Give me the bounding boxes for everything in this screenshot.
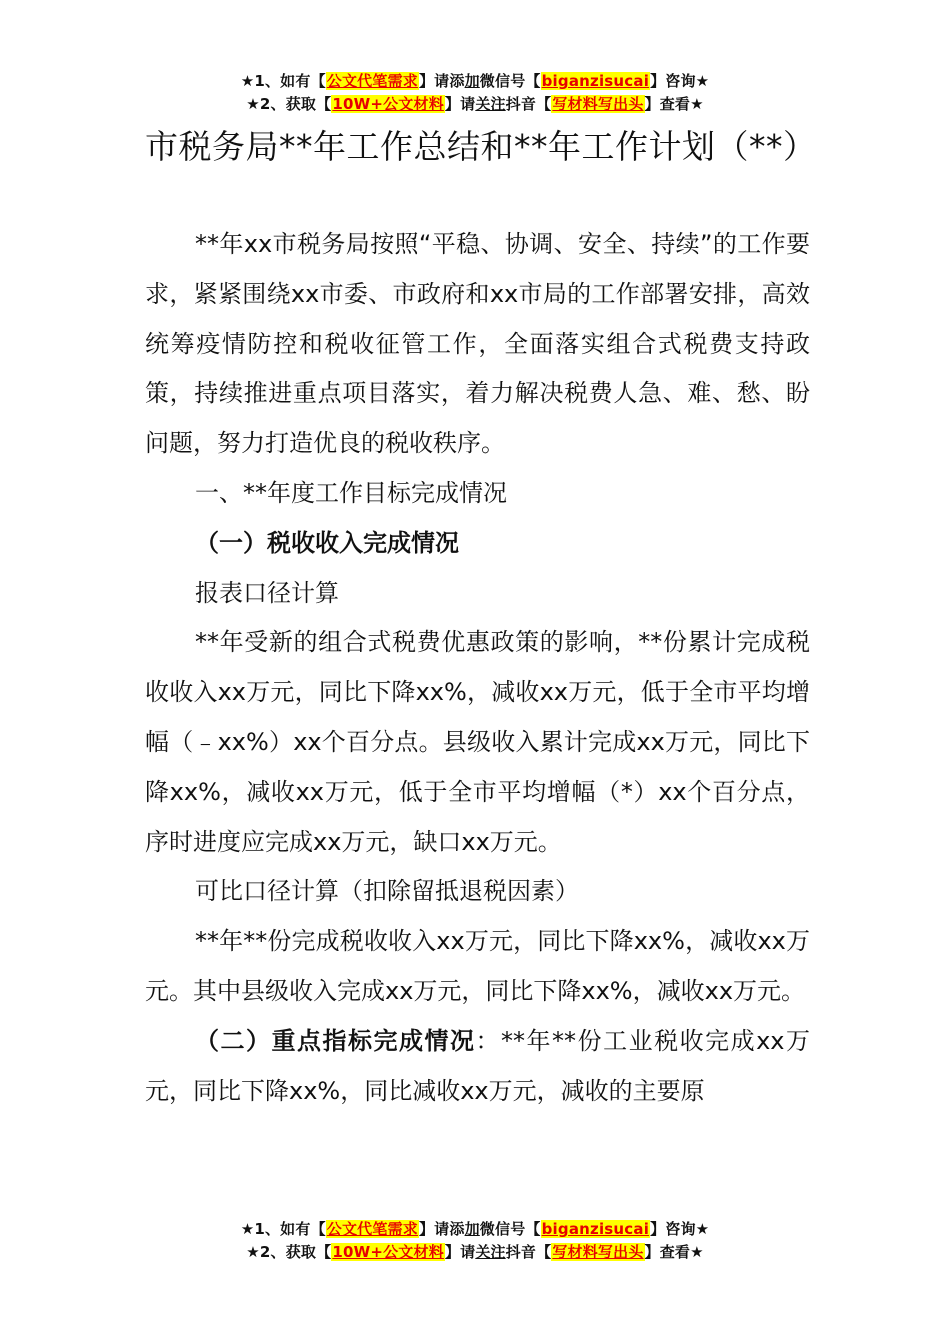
ghostwriting-highlight: 公文代笔需求 <box>326 72 418 90</box>
top-banner <box>0 70 950 116</box>
douyin-id-highlight: 写材料写出头 <box>552 95 644 113</box>
materials-highlight: 10W+公文材料 <box>332 1243 444 1261</box>
banner-line-2: ★2、获取【10W+公文材料】请关注抖音【写材料写出头】查看★ <box>246 95 704 113</box>
key-indicators-paragraph: （二）重点指标完成情况：**年**份工业税收完成xx万元，同比下降xx%，同比减收xx万元，减收的主要原 <box>145 1026 811 1105</box>
ghostwriting-highlight: 公文代笔需求 <box>326 1220 418 1238</box>
label-comparable-basis: 可比口径计算（扣除留抵退税因素） <box>195 877 579 906</box>
banner-line-2: ★2、获取【10W+公文材料】请关注抖音【写材料写出头】查看★ <box>246 1243 704 1261</box>
materials-highlight: 10W+公文材料 <box>332 95 444 113</box>
banner-line-1: ★1、如有【公文代笔需求】请添加微信号【biganzisucai】咨询★ <box>240 1220 710 1238</box>
comparable-basis-paragraph: **年**份完成税收收入xx万元，同比下降xx%，减收xx万元。其中县级收入完成xx万元，同比下降xx%，减收xx万元。 <box>145 927 810 1005</box>
wechat-id-highlight: biganzisucai <box>541 72 650 90</box>
douyin-id-highlight: 写材料写出头 <box>552 1243 644 1261</box>
bottom-banner <box>0 1218 950 1264</box>
subheading-tax-revenue: （一）税收收入完成情况 <box>195 528 459 557</box>
label-report-basis: 报表口径计算 <box>195 578 339 607</box>
wechat-id-highlight: biganzisucai <box>541 1220 650 1238</box>
report-basis-paragraph: **年受新的组合式税费优惠政策的影响，**份累计完成税收收入xx万元，同比下降xx%，减收xx万元，低于全市平均增幅（﹣xx%）xx个百分点。县级收入累计完成xx万元，同比下降xx%，减收xx万元，低于全市平均增幅（*）xx个百分点，序时进度应完成xx万元，缺口xx万元。 <box>145 628 810 856</box>
section-heading-1: 一、**年度工作目标完成情况 <box>195 478 507 507</box>
intro-paragraph: **年xx市税务局按照“平稳、协调、安全、持续”的工作要求，紧紧围绕xx市委、市政府和xx市局的工作部署安排，高效统筹疫情防控和税收征管工作，全面落实组合式税费支持政策，持续推进重点项目落实，着力解决税费人急、难、愁、盼问题，努力打造优良的税收秩序。 <box>145 230 810 458</box>
banner-line-1: ★1、如有【公文代笔需求】请添加微信号【biganzisucai】咨询★ <box>240 72 710 90</box>
document-body <box>145 220 810 1116</box>
subheading-key-indicators: （二）重点指标完成情况 <box>195 1026 476 1055</box>
document-title: 市税务局**年工作总结和**年工作计划（**） <box>145 127 817 166</box>
